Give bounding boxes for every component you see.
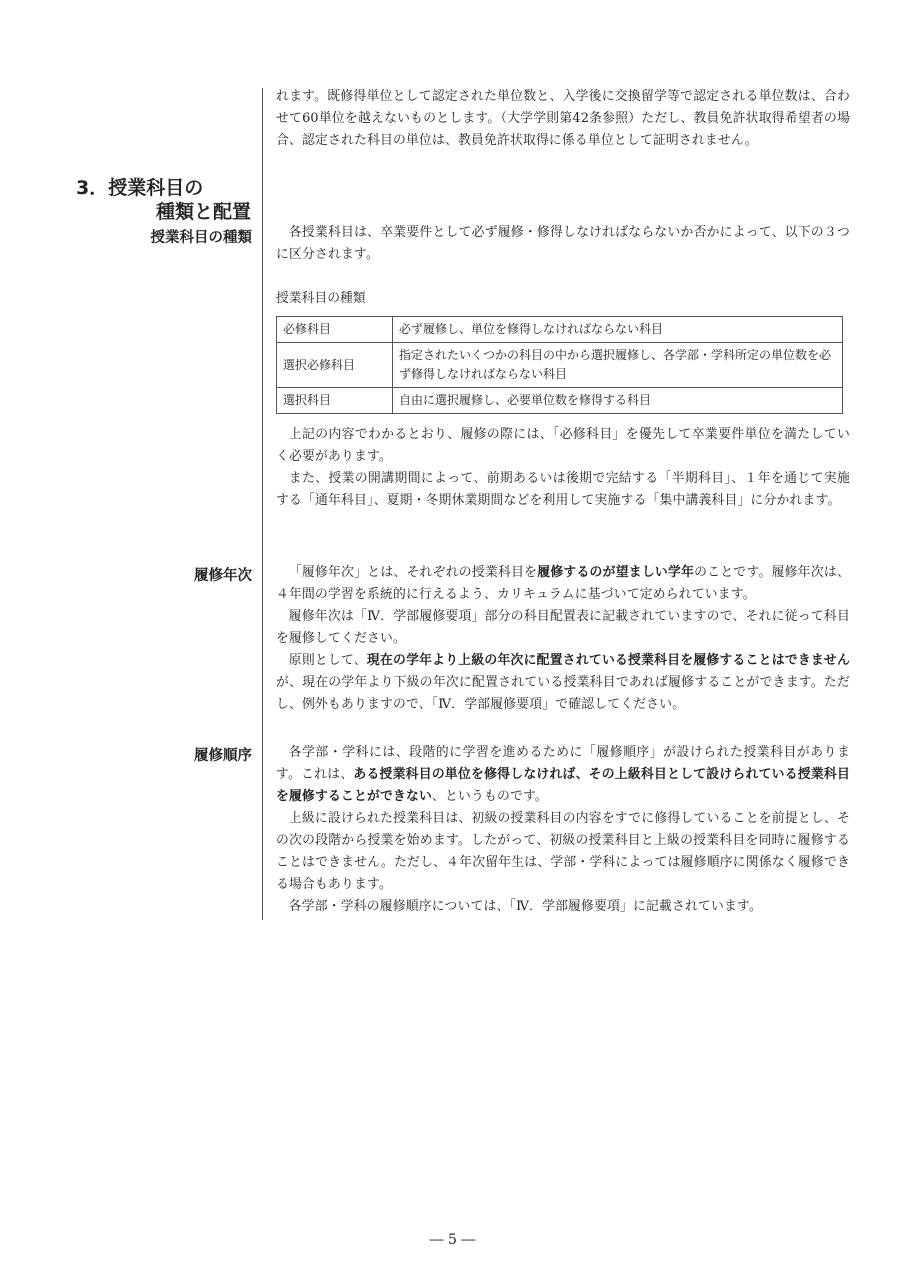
year-paragraph-1 [276,562,850,606]
order-p1-a: 各学部・学科には、段階的に学習を進めるために「履修順序」が設けられた授業科目があります。これは、 [276,745,850,782]
kinds-intro-text: 各授業科目は、卒業要件として必ず履修・修得しなければならないか否かによって、以下の３つに区分されます。 [276,225,850,262]
section-title [76,176,251,224]
table-cell-name: 必修科目 [277,317,393,343]
kinds-intro [276,222,850,266]
table-cell-name: 選択科目 [277,388,393,414]
top-paragraph: れます。既修得単位として認定された単位数と、入学後に交換留学等で認定される単位数は、合わせて60単位を越えないものとします。（大学学則第42条参照）ただし、教員免許状取得希望者の場合、認定された科目の単位は、教員免許状取得に係る単位として証明されません。 [276,89,850,148]
table-cell-desc: 必ず履修し、単位を修得しなければならない科目 [393,317,843,343]
year-paragraph-2: 履修年次は「Ⅳ．学部履修要項」部分の科目配置表に記載されていますので、それに従って科目を履修してください。 [276,609,850,646]
year-p1-a: 「履修年次」とは、それぞれの授業科目を [288,565,538,580]
year-paragraph-3 [276,650,850,716]
year-p1-c: のことです。履修年次は、４年間の学習を系統的に行えるよう、カリキュラムに基づいて定められています。 [276,565,850,602]
order-paragraph-2: 上級に設けられた授業科目は、初級の授業科目の内容をすでに修得していることを前提とし、その次の段階から授業を始めます。したがって、初級の授業科目と上級の授業科目を同時に履修することはできません。ただし、４年次留年生は、学部・学科によっては履修順序に関係なく履修できる場合もあります。 [276,811,850,892]
page-number: ― 5 ― [429,1232,476,1248]
year-section [276,562,850,716]
table-cell-desc: 自由に選択履修し、必要単位数を修得する科目 [393,388,843,414]
kinds-notes [276,424,850,512]
section-title-line1: 3．授業科目の [76,177,204,199]
table-row [277,343,843,388]
table-row [277,388,843,414]
kinds-note-1: 上記の内容でわかるとおり、履修の際には、「必修科目」を優先して卒業要件単位を満たしていく必要があります。 [276,427,850,464]
year-p3-emphasis: 現在の学年より上級の年次に配置されている授業科目を履修することはできません [366,653,850,668]
table-row [277,317,843,343]
order-p1-emphasis: ある授業科目の単位を修得しなければ、その上級科目として設けられている授業科目を履修することができない [276,767,850,804]
heading-course-kinds: 授業科目の種類 [150,230,252,246]
table-cell-desc: 指定されたいくつかの科目の中から選択履修し、各学部・学科所定の単位数を必ず修得しなければならない科目 [393,343,843,388]
table-caption: 授業科目の種類 [276,291,366,306]
order-section [276,742,850,918]
kinds-note-2: また、授業の開講期間によって、前期あるいは後期で完結する「半期科目」、１年を通じて実施する「通年科目」、夏期・冬期休業期間などを利用して実施する「集中講義科目」に分かれます。 [276,471,850,508]
year-p3-c: が、現在の学年より下級の年次に配置されている授業科目であれば履修することができます。ただし、例外もありますので、「Ⅳ．学部履修要項」で確認してください。 [276,675,850,712]
continued-paragraph [276,86,850,152]
order-p1-c: 、というものです。 [431,789,548,804]
heading-course-order: 履修順序 [194,748,252,764]
year-p3-a: 原則として、 [288,653,367,668]
order-paragraph-1 [276,742,850,808]
course-kinds-table [276,316,843,414]
section-title-line2: 種類と配置 [156,201,252,223]
year-p1-emphasis: 履修するのが望ましい学年 [537,565,695,580]
margin-rule [262,88,263,920]
heading-course-year: 履修年次 [194,568,252,584]
order-paragraph-3: 各学部・学科の履修順序については、「Ⅳ．学部履修要項」に記載されています。 [288,899,762,914]
table-cell-name: 選択必修科目 [277,343,393,388]
